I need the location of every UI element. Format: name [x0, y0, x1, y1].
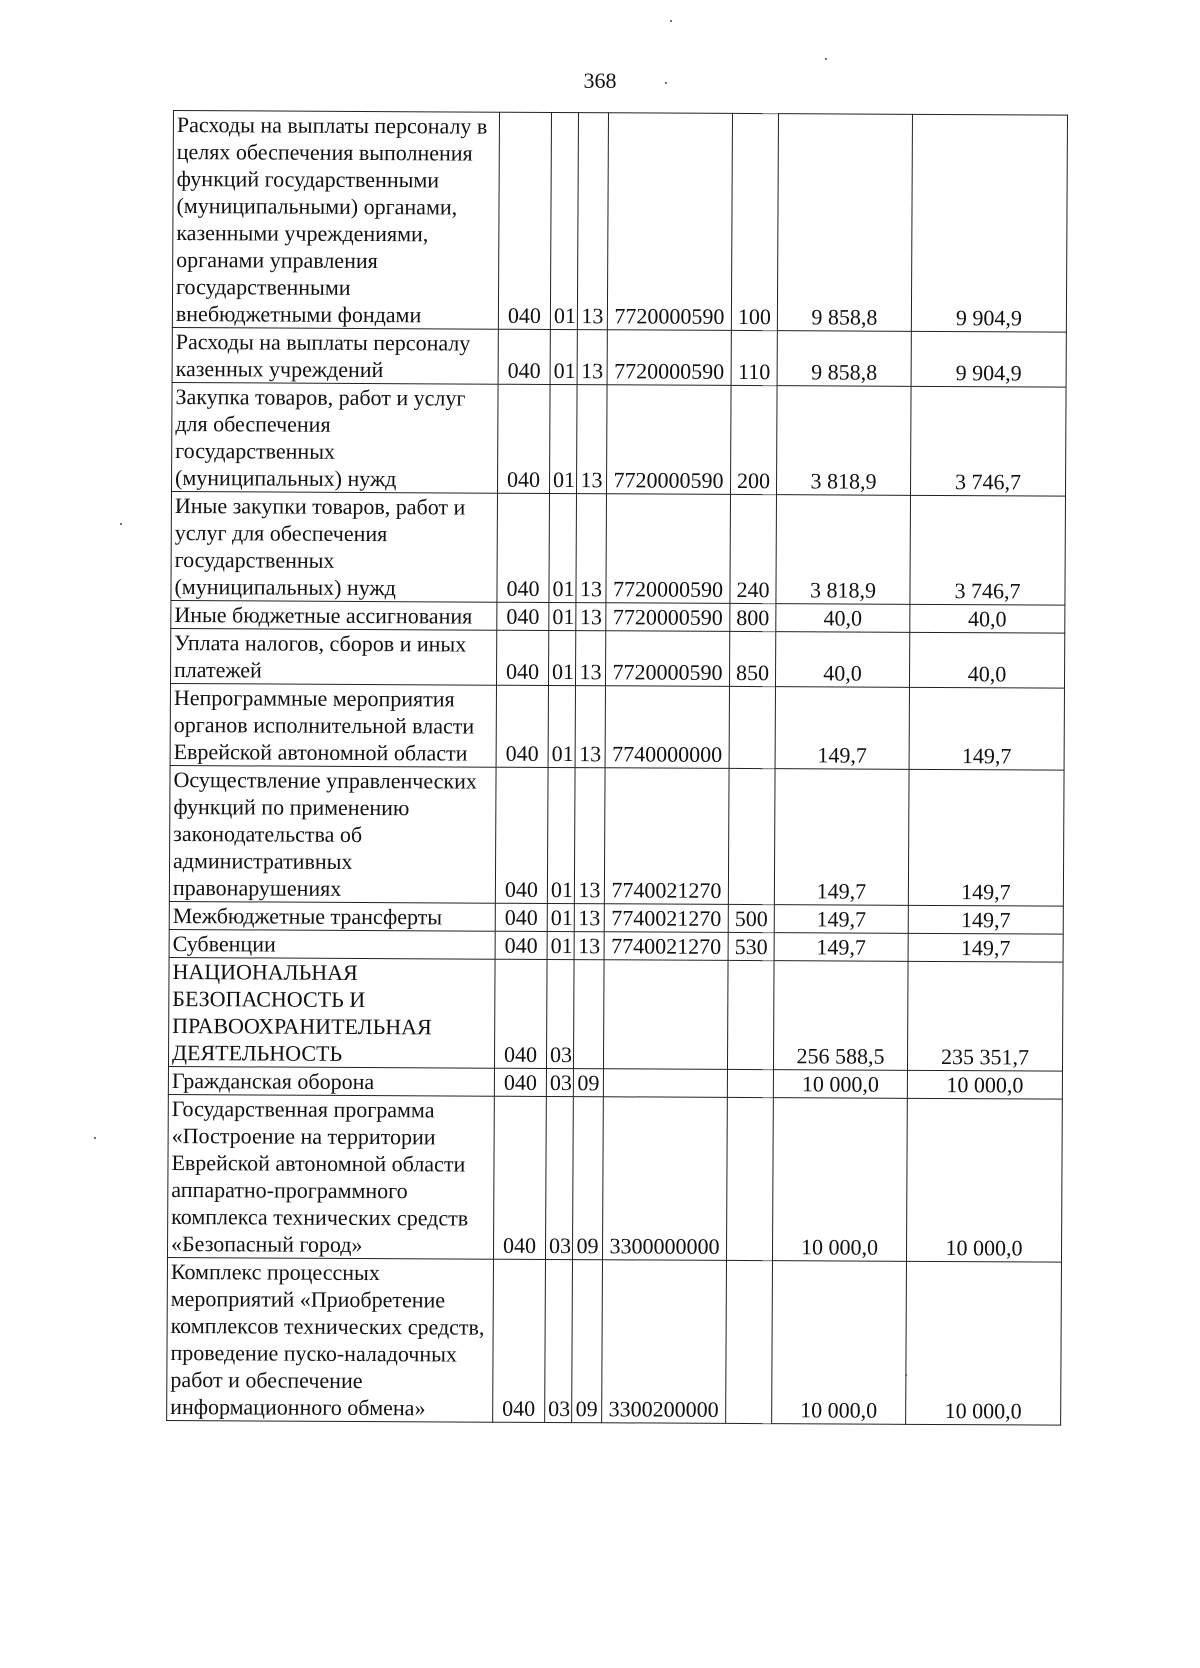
table-row [168, 1066, 1062, 1099]
cell-name: Гражданская оборона [168, 1066, 494, 1096]
cell-expense-type: 500 [728, 904, 774, 932]
cell-target-code: 7740021270 [604, 904, 728, 933]
table-row [170, 628, 1064, 688]
cell-expense-type: 850 [729, 631, 775, 686]
cell-subsection-code: 13 [576, 494, 607, 603]
cell-ministry-code: 040 [495, 931, 547, 959]
cell-expense-type: 530 [728, 932, 774, 960]
cell-target-code [603, 1069, 727, 1098]
cell-amount-1: 40,0 [775, 632, 909, 688]
table-row [167, 1257, 1062, 1425]
cell-name: Осуществление управленческих функций по применению законодательства об административных правонарушениях [169, 765, 496, 903]
cell-amount-1: 3 818,9 [776, 386, 911, 496]
cell-amount-2: 3 746,7 [910, 386, 1066, 496]
cell-subsection-code: 13 [577, 113, 608, 330]
cell-name: Комплекс процессных мероприятий «Приобретение комплексов технических средств, проведение пуско-наладочных работ и обеспечение информационного обмена» [167, 1257, 494, 1422]
scan-speck [825, 58, 827, 60]
cell-section-code: 01 [549, 602, 576, 630]
cell-amount-2: 10 000,0 [906, 1261, 1062, 1425]
cell-amount-2: 149,7 [909, 687, 1064, 770]
cell-ministry-code: 040 [494, 959, 547, 1068]
cell-target-code: 7720000590 [607, 113, 732, 331]
cell-amount-1: 149,7 [774, 905, 908, 934]
cell-subsection-code: 09 [572, 1260, 603, 1423]
table-row [172, 111, 1067, 333]
cell-target-code: 3300000000 [602, 1097, 727, 1261]
scan-speck [94, 1137, 96, 1139]
cell-subsection-code: 13 [576, 385, 607, 494]
cell-amount-2: 3 746,7 [910, 495, 1066, 605]
cell-target-code: 7720000590 [606, 494, 731, 604]
table-row [172, 382, 1067, 496]
cell-amount-1: 149,7 [775, 687, 909, 770]
cell-amount-2: 149,7 [908, 905, 1063, 934]
cell-ministry-code: 040 [496, 685, 548, 767]
cell-name: Расходы на выплаты персоналу в целях обеспечения выполнения функций государственными (муниципальными) органами, казенными учреждениями, органами управления государственными внебюджетными фондами [172, 111, 499, 330]
cell-subsection-code: 13 [575, 686, 605, 768]
cell-ministry-code: 040 [498, 112, 551, 329]
cell-expense-type: 200 [730, 385, 777, 494]
cell-ministry-code: 040 [495, 767, 548, 903]
cell-target-code: 7720000590 [606, 385, 731, 495]
cell-subsection-code: 13 [576, 603, 606, 631]
cell-target-code: 7720000590 [605, 631, 729, 687]
budget-table-body [167, 111, 1068, 1426]
budget-table [166, 110, 1068, 1426]
cell-subsection-code: 13 [574, 768, 605, 904]
table-row [169, 901, 1063, 934]
cell-amount-1: 10 000,0 [773, 1070, 907, 1099]
cell-expense-type [726, 1260, 773, 1423]
cell-name: НАЦИОНАЛЬНАЯ БЕЗОПАСНОСТЬ И ПРАВООХРАНИТЕЛЬНАЯ ДЕЯТЕЛЬНОСТЬ [168, 957, 495, 1068]
cell-section-code: 03 [546, 1068, 573, 1096]
cell-subsection-code [573, 960, 604, 1069]
cell-amount-2: 40,0 [909, 632, 1064, 688]
cell-target-code [603, 960, 728, 1070]
cell-ministry-code: 040 [493, 1096, 546, 1259]
cell-name: Уплата налогов, сборов и иных платежей [170, 628, 496, 685]
table-row [171, 491, 1066, 605]
cell-expense-type: 800 [730, 603, 776, 631]
cell-section-code: 01 [547, 931, 574, 959]
table-row [172, 327, 1066, 387]
cell-amount-1: 40,0 [776, 604, 910, 633]
cell-amount-2: 10 000,0 [907, 1070, 1062, 1099]
cell-name: Иные бюджетные ассигнования [171, 600, 497, 630]
cell-amount-2: 9 904,9 [911, 114, 1067, 332]
cell-ministry-code: 040 [496, 630, 548, 685]
table-row [169, 765, 1064, 906]
cell-ministry-code: 040 [498, 329, 550, 384]
cell-section-code: 01 [550, 112, 578, 329]
cell-name: Расходы на выплаты персоналу казенных учреждений [172, 327, 498, 384]
cell-name: Межбюджетные трансферты [169, 901, 495, 931]
cell-ministry-code: 040 [497, 493, 550, 602]
cell-amount-2: 149,7 [908, 933, 1063, 962]
cell-amount-1: 149,7 [774, 933, 908, 962]
cell-section-code: 01 [548, 630, 575, 685]
cell-name: Иные закупки товаров, работ и услуг для обеспечения государственных (муниципальных) нужд [171, 491, 498, 602]
cell-expense-type: 110 [731, 330, 777, 385]
cell-amount-1: 10 000,0 [772, 1261, 907, 1425]
cell-subsection-code: 09 [573, 1069, 603, 1097]
cell-section-code: 01 [548, 685, 575, 767]
cell-section-code: 03 [545, 1259, 573, 1422]
cell-name: Непрограммные мероприятия органов исполнительной власти Еврейской автономной области [170, 683, 496, 767]
cell-amount-2: 10 000,0 [906, 1098, 1062, 1262]
cell-target-code: 7720000590 [606, 603, 730, 632]
cell-section-code: 01 [550, 329, 577, 384]
cell-target-code: 7740000000 [605, 686, 729, 769]
cell-amount-2: 40,0 [910, 604, 1065, 633]
cell-subsection-code: 13 [574, 904, 604, 932]
table-row [168, 957, 1063, 1071]
cell-amount-2: 149,7 [908, 769, 1064, 906]
table-row [167, 1094, 1062, 1262]
scan-speck [665, 82, 667, 84]
cell-subsection-code: 13 [574, 932, 604, 960]
cell-ministry-code: 040 [495, 903, 547, 931]
scan-speck [120, 523, 122, 525]
cell-target-code: 3300200000 [602, 1260, 727, 1424]
cell-subsection-code: 09 [572, 1097, 603, 1260]
cell-name: Субвенции [169, 929, 495, 959]
cell-target-code: 7740021270 [604, 932, 728, 961]
cell-section-code: 03 [546, 959, 574, 1068]
cell-name: Закупка товаров, работ и услуг для обеспечения государственных (муниципальных) нужд [172, 382, 499, 493]
cell-target-code: 7740021270 [604, 768, 729, 905]
cell-ministry-code: 040 [497, 602, 549, 630]
cell-name: Государственная программа «Построение на территории Еврейской автономной области аппаратно-программного комплекса технических средств «Безопасный город» [167, 1094, 494, 1259]
scan-speck [670, 20, 672, 22]
scan-speck [905, 1374, 907, 1376]
cell-ministry-code: 040 [494, 1068, 546, 1096]
cell-subsection-code: 13 [577, 330, 607, 385]
cell-section-code: 01 [547, 903, 574, 931]
cell-expense-type [729, 686, 775, 768]
cell-amount-1: 256 588,5 [773, 961, 908, 1071]
table-row [171, 600, 1065, 633]
cell-ministry-code: 040 [497, 384, 550, 493]
cell-section-code: 03 [545, 1096, 573, 1259]
cell-section-code: 01 [549, 493, 577, 602]
cell-expense-type [727, 1069, 773, 1097]
cell-expense-type [728, 768, 775, 904]
cell-amount-1: 149,7 [774, 769, 909, 906]
cell-expense-type [726, 1097, 773, 1260]
cell-expense-type: 240 [730, 494, 777, 603]
cell-amount-1: 10 000,0 [772, 1098, 907, 1262]
cell-amount-1: 9 858,8 [777, 114, 912, 332]
cell-amount-1: 3 818,9 [776, 495, 911, 605]
table-row [170, 683, 1064, 770]
cell-amount-1: 9 858,8 [777, 331, 911, 387]
cell-amount-2: 9 904,9 [911, 331, 1066, 387]
cell-amount-2: 235 351,7 [907, 961, 1063, 1071]
page-number: 368 [583, 68, 617, 93]
cell-ministry-code: 040 [493, 1259, 546, 1422]
cell-section-code: 01 [547, 767, 575, 903]
cell-expense-type: 100 [731, 113, 778, 330]
cell-expense-type [727, 960, 774, 1069]
cell-subsection-code: 13 [575, 631, 605, 686]
cell-target-code: 7720000590 [607, 330, 731, 386]
cell-section-code: 01 [549, 384, 577, 493]
